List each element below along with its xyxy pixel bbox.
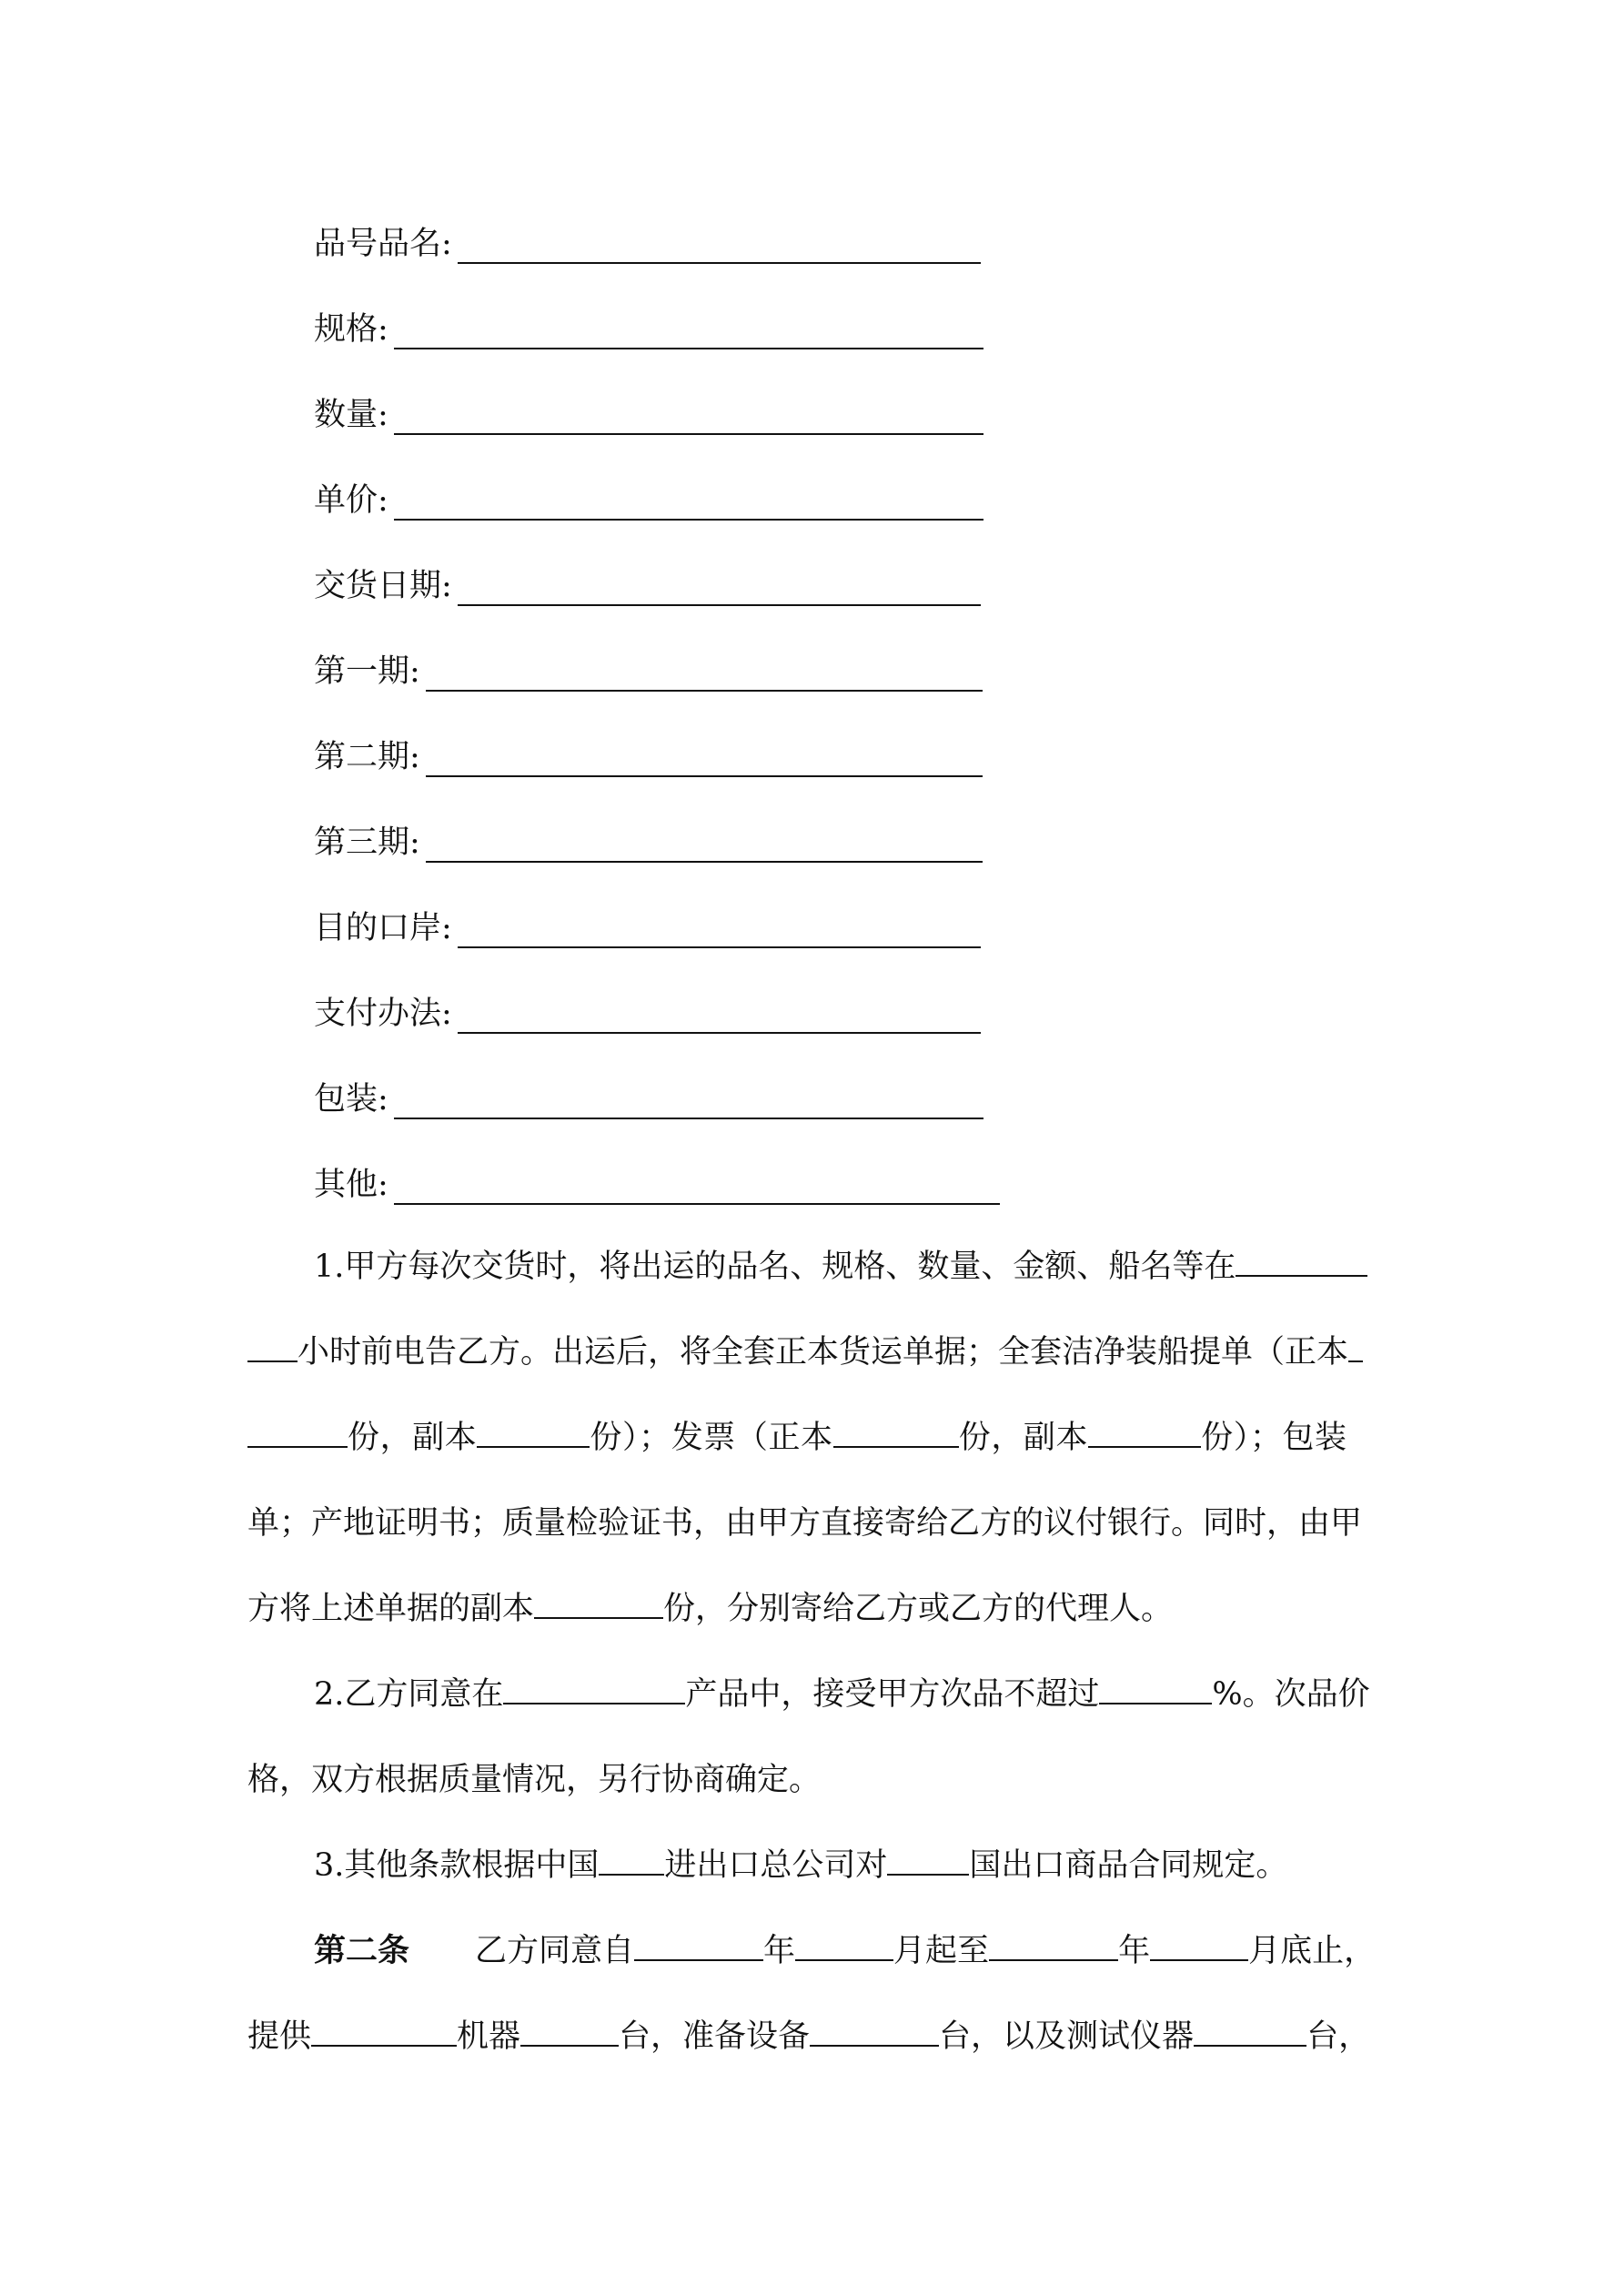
field-product-name — [314, 209, 981, 264]
text: 年 — [1118, 1933, 1151, 1969]
field-label: 包装: — [314, 1081, 388, 1118]
text: 份）；包装 — [1201, 1420, 1347, 1456]
blank-line[interactable] — [810, 2018, 939, 2047]
blank-line[interactable] — [394, 402, 983, 435]
text: 台，以及测试仪器 — [939, 2018, 1195, 2055]
field-label: 品号品名: — [314, 226, 452, 262]
blank-line[interactable] — [458, 915, 981, 948]
article-2-line-2 — [247, 1994, 1387, 2079]
text: 份，副本 — [348, 1420, 478, 1456]
clause-3 — [247, 1823, 1387, 1908]
blank-line[interactable] — [477, 1419, 590, 1448]
field-label: 第二期: — [314, 739, 420, 775]
field-label: 单价: — [314, 482, 388, 519]
field-phase-2 — [314, 723, 983, 777]
clause-1-line-2 — [247, 1310, 1387, 1395]
field-label: 目的口岸: — [314, 910, 452, 946]
text: 1.甲方每次交货时，将出运的品名、规格、数量、金额、船名等在 — [314, 1249, 1236, 1285]
blank-line[interactable] — [634, 1932, 763, 1961]
field-label: 支付办法: — [314, 996, 452, 1032]
blank-line[interactable] — [247, 1419, 348, 1448]
text: 份，分别寄给乙方或乙方的代理人。 — [663, 1591, 1174, 1627]
article-2-line-1 — [247, 1908, 1387, 1994]
blank-line[interactable] — [426, 659, 983, 692]
blank-line[interactable] — [394, 1172, 1000, 1205]
field-label: 其他: — [314, 1167, 388, 1203]
blank-line[interactable] — [1348, 1333, 1363, 1362]
blank-line[interactable] — [989, 1932, 1118, 1961]
text: 方将上述单据的副本 — [247, 1591, 535, 1627]
blank-line[interactable] — [458, 1001, 981, 1034]
blank-line[interactable] — [520, 2018, 619, 2047]
field-label: 第一期: — [314, 653, 420, 690]
blank-line[interactable] — [458, 573, 981, 606]
field-destination-port — [314, 894, 981, 948]
blank-line[interactable] — [1099, 1675, 1212, 1704]
blank-line[interactable] — [599, 1846, 664, 1876]
text: 国出口商品合同规定。 — [969, 1847, 1288, 1884]
blank-line[interactable] — [534, 1590, 663, 1619]
clause-2-line-1 — [247, 1652, 1387, 1737]
text: 台， — [1306, 2018, 1371, 2055]
field-phase-3 — [314, 808, 983, 863]
blank-line[interactable] — [394, 317, 983, 349]
blank-line[interactable] — [887, 1846, 969, 1876]
field-quantity — [314, 380, 983, 435]
field-label: 交货日期: — [314, 568, 452, 604]
text: 台，准备设备 — [619, 2018, 811, 2055]
clause-1-line-4: 单；产地证明书；质量检验证书，由甲方直接寄给乙方的议付银行。同时，由甲 — [247, 1505, 1363, 1542]
blank-line[interactable] — [311, 2018, 457, 2047]
field-delivery-date — [314, 551, 981, 606]
clause-1-line-5 — [247, 1566, 1387, 1652]
blank-line[interactable] — [426, 744, 983, 777]
blank-line[interactable] — [1088, 1419, 1201, 1448]
field-label: 第三期: — [314, 824, 420, 861]
text: 份，副本 — [958, 1420, 1089, 1456]
text: %。次品价 — [1212, 1676, 1370, 1713]
text: 进出口总公司对 — [664, 1847, 888, 1884]
field-phase-1 — [314, 637, 983, 692]
text: 机器 — [457, 2018, 521, 2055]
blank-line[interactable] — [503, 1675, 685, 1704]
text: 年 — [763, 1933, 796, 1969]
blank-line[interactable] — [833, 1419, 959, 1448]
blank-line[interactable] — [458, 231, 981, 264]
blank-line[interactable] — [426, 830, 983, 863]
field-payment-method — [314, 979, 981, 1034]
text: 月底止， — [1248, 1933, 1377, 1969]
blank-line[interactable] — [394, 488, 983, 521]
blank-line[interactable] — [795, 1932, 893, 1961]
field-other — [314, 1150, 1000, 1205]
text: 产品中，接受甲方次品不超过 — [685, 1676, 1100, 1713]
text: 乙方同意自 — [475, 1933, 635, 1969]
contract-body — [247, 1224, 1387, 2079]
field-label: 规格: — [314, 311, 388, 348]
blank-line[interactable] — [247, 1333, 298, 1362]
text: 份）；发票（正本 — [590, 1420, 833, 1456]
clause-1-line-3 — [247, 1395, 1387, 1481]
blank-line[interactable] — [1194, 2018, 1306, 2047]
text: 提供 — [247, 2018, 312, 2055]
article-title: 第二条 — [314, 1932, 410, 1969]
clause-1-line-1 — [247, 1224, 1387, 1310]
text: 月起至 — [893, 1933, 990, 1969]
clause-2-line-2: 格，双方根据质量情况，另行协商确定。 — [247, 1762, 822, 1798]
field-specification — [314, 295, 983, 349]
field-packaging — [314, 1065, 983, 1119]
field-unit-price — [314, 466, 983, 521]
field-label: 数量: — [314, 397, 388, 433]
text: 小时前电告乙方。出运后，将全套正本货运单据；全套洁净装船提单（正本 — [298, 1334, 1349, 1371]
text: 3.其他条款根据中国 — [314, 1847, 600, 1884]
text: 2.乙方同意在 — [314, 1676, 504, 1713]
blank-line[interactable] — [1236, 1248, 1367, 1277]
blank-line[interactable] — [1150, 1932, 1248, 1961]
blank-line[interactable] — [394, 1087, 983, 1119]
